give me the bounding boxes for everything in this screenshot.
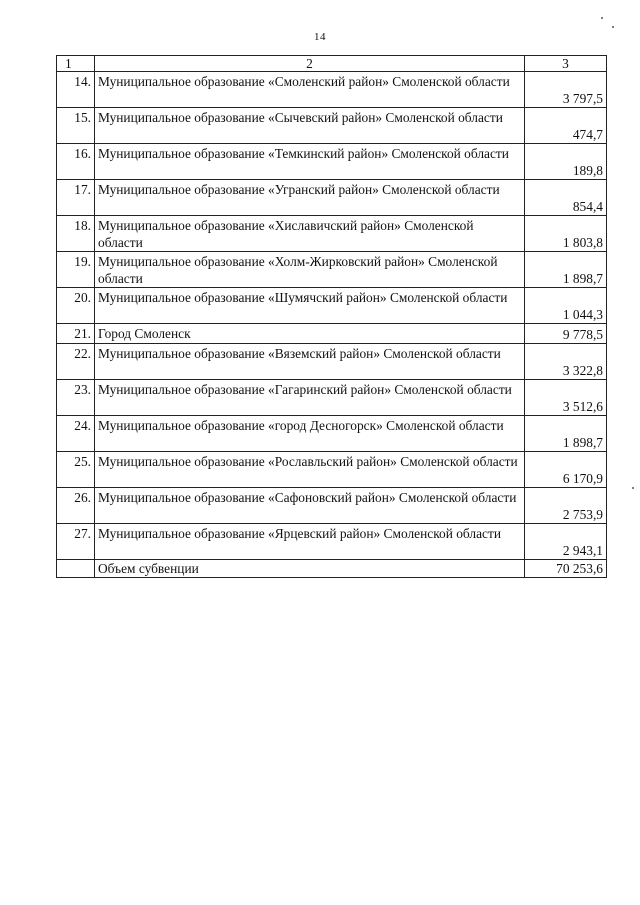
row-number: 15.: [57, 108, 95, 144]
row-number: 16.: [57, 144, 95, 180]
scan-speck: [601, 17, 603, 19]
municipality-name: Муниципальное образование «Темкинский район» Смоленской области: [95, 144, 525, 180]
subvention-table: [56, 55, 607, 578]
table-row: [57, 288, 607, 324]
row-number: 21.: [57, 324, 95, 344]
subvention-amount: 6 170,9: [525, 452, 607, 488]
municipality-name: Муниципальное образование «Ярцевский район» Смоленской области: [95, 524, 525, 560]
row-number: 17.: [57, 180, 95, 216]
municipality-name: Муниципальное образование «Гагаринский район» Смоленской области: [95, 380, 525, 416]
table-row: [57, 324, 607, 344]
municipality-name: Муниципальное образование «Холм-Жирковский район» Смоленской области: [95, 252, 525, 288]
table-row: [57, 108, 607, 144]
row-number: 22.: [57, 344, 95, 380]
subvention-amount: 9 778,5: [525, 324, 607, 344]
municipality-name: Город Смоленск: [95, 324, 525, 344]
subvention-amount: 1 044,3: [525, 288, 607, 324]
subvention-amount: 3 512,6: [525, 380, 607, 416]
row-number: 24.: [57, 416, 95, 452]
subvention-amount: 474,7: [525, 108, 607, 144]
total-label: Объем субвенции: [95, 560, 525, 578]
header-col-name: 2: [95, 56, 525, 72]
municipality-name: Муниципальное образование «Угранский район» Смоленской области: [95, 180, 525, 216]
row-number: 19.: [57, 252, 95, 288]
table-row: [57, 488, 607, 524]
municipality-name: Муниципальное образование «Вяземский район» Смоленской области: [95, 344, 525, 380]
row-number: 27.: [57, 524, 95, 560]
table-row: [57, 416, 607, 452]
row-number: 20.: [57, 288, 95, 324]
row-number: 25.: [57, 452, 95, 488]
subvention-amount: 3 797,5: [525, 72, 607, 108]
total-empty-cell: [57, 560, 95, 578]
header-col-number: 1: [57, 56, 95, 72]
municipality-name: Муниципальное образование «город Десногорск» Смоленской области: [95, 416, 525, 452]
municipality-name: Муниципальное образование «Рославльский район» Смоленской области: [95, 452, 525, 488]
table-row: [57, 452, 607, 488]
page-number: 14: [314, 31, 326, 43]
table-row: [57, 524, 607, 560]
row-number: 26.: [57, 488, 95, 524]
table-row: [57, 144, 607, 180]
subvention-amount: 1 803,8: [525, 216, 607, 252]
subvention-amount: 189,8: [525, 144, 607, 180]
table-row: [57, 380, 607, 416]
subvention-amount: 2 943,1: [525, 524, 607, 560]
scan-speck: [632, 487, 634, 489]
table-row: [57, 252, 607, 288]
row-number: 23.: [57, 380, 95, 416]
subvention-amount: 3 322,8: [525, 344, 607, 380]
table-body: [57, 56, 607, 578]
municipality-name: Муниципальное образование «Хиславичский район» Смоленской области: [95, 216, 525, 252]
municipality-name: Муниципальное образование «Шумячский район» Смоленской области: [95, 288, 525, 324]
total-row: [57, 560, 607, 578]
subvention-amount: 1 898,7: [525, 416, 607, 452]
table-row: [57, 180, 607, 216]
subvention-amount: 2 753,9: [525, 488, 607, 524]
row-number: 14.: [57, 72, 95, 108]
municipality-name: Муниципальное образование «Смоленский район» Смоленской области: [95, 72, 525, 108]
table-row: [57, 72, 607, 108]
header-row: [57, 56, 607, 72]
row-number: 18.: [57, 216, 95, 252]
municipality-name: Муниципальное образование «Сычевский район» Смоленской области: [95, 108, 525, 144]
header-col-value: 3: [525, 56, 607, 72]
table-row: [57, 216, 607, 252]
total-value: 70 253,6: [525, 560, 607, 578]
municipality-name: Муниципальное образование «Сафоновский район» Смоленской области: [95, 488, 525, 524]
subvention-amount: 1 898,7: [525, 252, 607, 288]
subvention-amount: 854,4: [525, 180, 607, 216]
scan-speck: [612, 26, 614, 28]
table-row: [57, 344, 607, 380]
